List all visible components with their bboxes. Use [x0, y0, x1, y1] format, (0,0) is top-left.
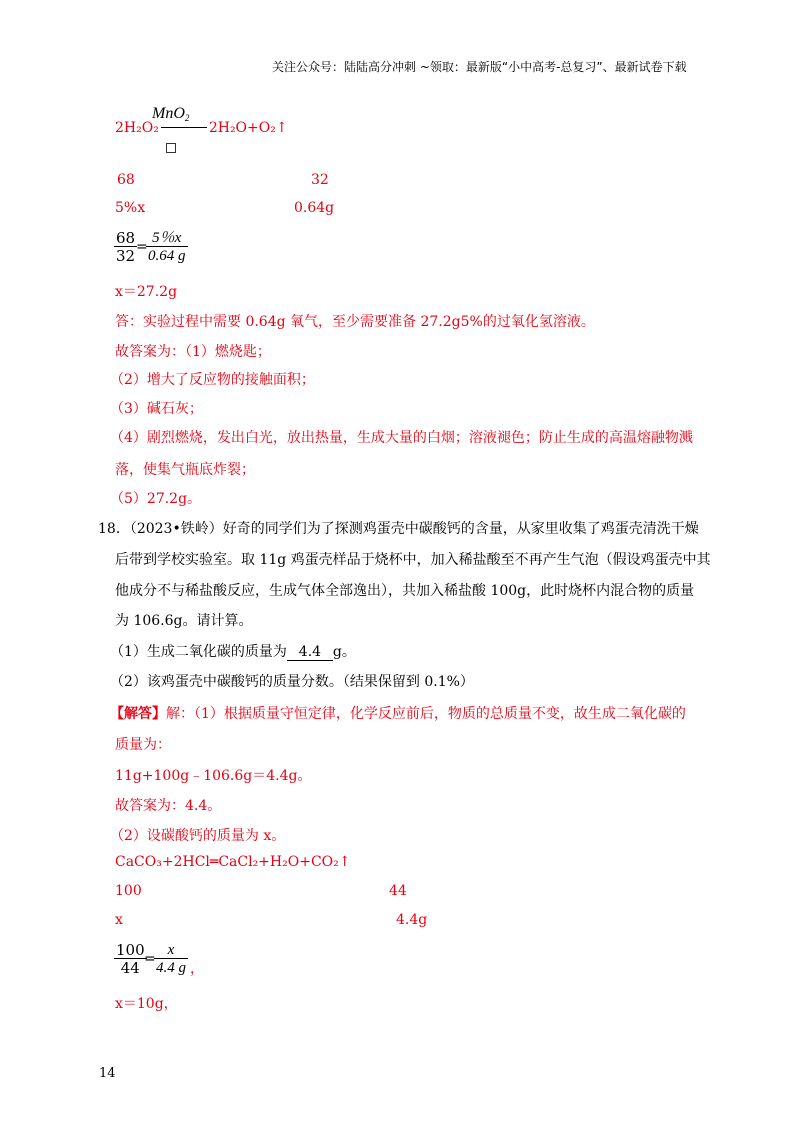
- solution-line-5: （2）设碳酸钙的质量为 x。: [110, 828, 286, 844]
- fraction-1-equals: =: [136, 239, 148, 255]
- q18-line-2: 后带到学校实验室。取 11g 鸡蛋壳样品于烧杯中，加入稀盐酸至不再产生气泡（假设鸡蛋壳中其: [115, 552, 711, 568]
- line-summary-5: （5）27.2g。: [110, 491, 202, 507]
- ratio2-b: 44: [389, 883, 407, 899]
- ratio1-a: 68: [117, 172, 135, 188]
- q18-sub1: （1）生成二氧化碳的质量为 4.4 g。: [110, 644, 356, 660]
- ratio1-b: 32: [311, 172, 329, 188]
- catalyst-sub: 2: [184, 113, 190, 123]
- ratio2-c: x: [115, 912, 123, 928]
- fraction-2-left: $\frac{100}{44}$: [116, 941, 145, 977]
- solution-line-2: 质量为：: [115, 737, 171, 753]
- final-line: x＝10g，: [115, 996, 178, 1012]
- equation-1-left: 2H₂O₂: [115, 120, 159, 136]
- ratio2-a: 100: [115, 883, 142, 899]
- q18-line-3: 他成分不与稀盐酸反应，生成气体全部逸出），共加入稀盐酸 100g，此时烧杯内混合物的质量: [115, 583, 695, 599]
- line-answer: 答：实验过程中需要 0.64g 氧气，至少需要准备 27.2g5%的过氧化氢溶液。: [115, 314, 595, 330]
- q18-sub1-blank: 4.4: [287, 644, 333, 661]
- page-number: 14: [99, 1066, 116, 1081]
- solution-tag: 【解答】: [110, 706, 166, 722]
- line-summary-1: 故答案为：（1）燃烧匙；: [115, 344, 271, 360]
- solution-line-1: 【解答】解：（1）根据质量守恒定律，化学反应前后，物质的总质量不变，故生成二氧化碳的: [110, 706, 686, 722]
- fraction-2-equals: =: [144, 951, 156, 967]
- fraction-2-tail: ，: [190, 961, 204, 977]
- ratio2-d: 4.4g: [396, 912, 428, 928]
- ratio1-c: 5%x: [115, 200, 146, 216]
- solution-line-4: 故答案为：4.4。: [115, 798, 222, 814]
- fraction-2-right: $\frac{x}{4.4 g}$: [156, 942, 186, 976]
- ratio1-d: 0.64g: [294, 200, 335, 216]
- line-x-value: x＝27.2g: [115, 284, 178, 300]
- fraction-1-right: $\frac{5\%x}{0.64 g}$: [148, 230, 186, 264]
- equation-1-right: 2H₂O+O₂↑: [208, 120, 288, 136]
- q18-line-1: 18．（2023•铁岭）好奇的同学们为了探测鸡蛋壳中碳酸钙的含量，从家里收集了鸡蛋壳清洗干燥: [98, 521, 699, 537]
- page-header: 关注公众号：陆陆高分冲刺 ~领取：最新版“小中高考-总复习”、最新试卷下载: [272, 60, 687, 74]
- q18-sub2: （2）该鸡蛋壳中碳酸钙的质量分数。（结果保留到 0.1%）: [110, 674, 474, 690]
- catalyst-text: MnO: [152, 105, 185, 122]
- equation-1-arrow: [161, 127, 207, 128]
- line-summary-4: （4）剧烈燃烧，发出白光，放出热量，生成大量的白烟；溶液褪色；防止生成的高温熔融物溅: [110, 430, 693, 446]
- line-summary-3: （3）碱石灰；: [110, 401, 203, 417]
- condition-box-icon: [166, 138, 176, 157]
- line-summary-2: （2）增大了反应物的接触面积；: [110, 372, 315, 388]
- line-summary-4b: 落，使集气瓶底炸裂；: [115, 462, 255, 478]
- equation-1: [115, 120, 288, 136]
- equation-2: CaCO₃+2HCl═CaCl₂+H₂O+CO₂↑: [115, 854, 351, 870]
- solution-line-3: 11g+100g﹣106.6g＝4.4g。: [115, 768, 312, 784]
- fraction-1-left: $\frac{68}{32}$: [116, 229, 136, 265]
- q18-line-4: 为 106.6g。请计算。: [115, 613, 253, 629]
